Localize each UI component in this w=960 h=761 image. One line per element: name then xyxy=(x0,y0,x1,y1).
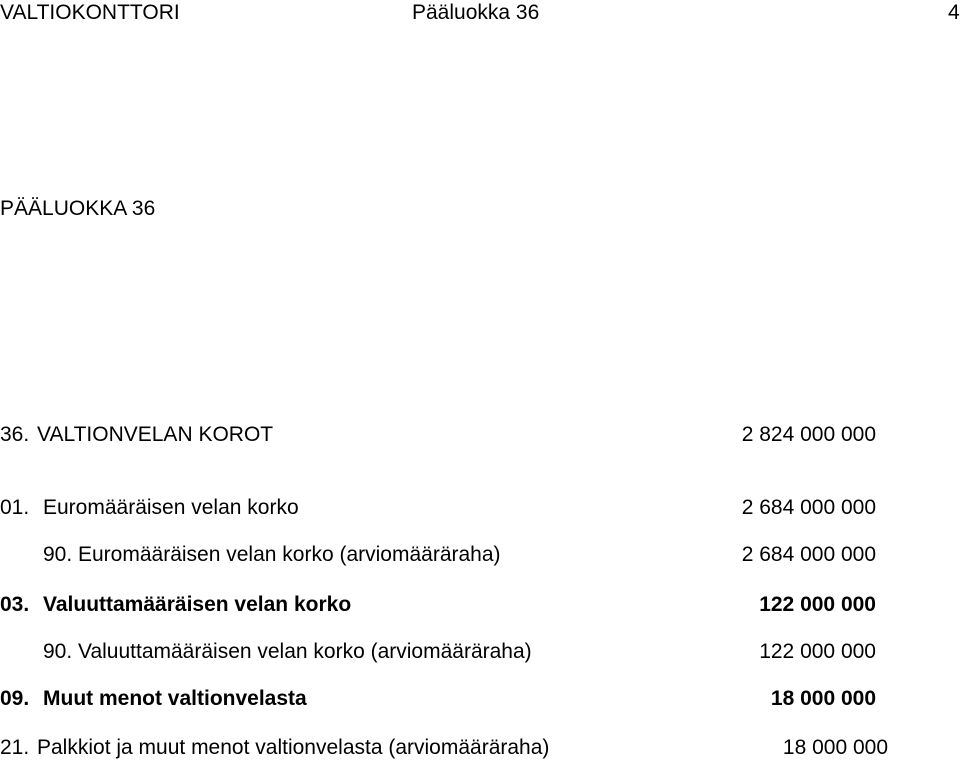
header-office: VALTIOKONTTORI xyxy=(0,1,180,24)
item-title: Valuuttamääräisen velan korko xyxy=(43,593,352,616)
page-title: PÄÄLUOKKA 36 xyxy=(0,197,156,220)
item-number: 09. xyxy=(0,687,30,710)
page-number: 4 xyxy=(948,1,960,24)
chapter-title: VALTIONVELAN KOROT xyxy=(37,423,274,446)
subitem-number: 90. xyxy=(43,543,73,566)
subitem-amount: 2 684 000 000 xyxy=(741,543,876,566)
subitem-title: Palkkiot ja muut menot valtionvelasta (arviomääräraha) xyxy=(37,736,550,759)
item-amount: 2 684 000 000 xyxy=(741,496,876,519)
subitem-number: 21. xyxy=(0,736,30,759)
item-title: Euromääräisen velan korko xyxy=(43,496,299,519)
chapter-number: 36. xyxy=(0,423,30,446)
item-amount: 122 000 000 xyxy=(759,593,876,616)
subitem-title: Valuuttamääräisen velan korko (arviomääräraha) xyxy=(78,640,532,663)
subitem-amount: 122 000 000 xyxy=(759,640,876,663)
subitem-title: Euromääräisen velan korko (arviomääräraha) xyxy=(78,543,501,566)
item-number: 03. xyxy=(0,593,30,616)
header-section: Pääluokka 36 xyxy=(412,1,540,24)
item-amount: 18 000 000 xyxy=(770,687,876,710)
item-number: 01. xyxy=(0,496,30,519)
item-title: Muut menot valtionvelasta xyxy=(43,687,307,710)
subitem-amount: 18 000 000 xyxy=(782,736,888,759)
chapter-amount: 2 824 000 000 xyxy=(741,423,876,446)
subitem-number: 90. xyxy=(43,640,73,663)
